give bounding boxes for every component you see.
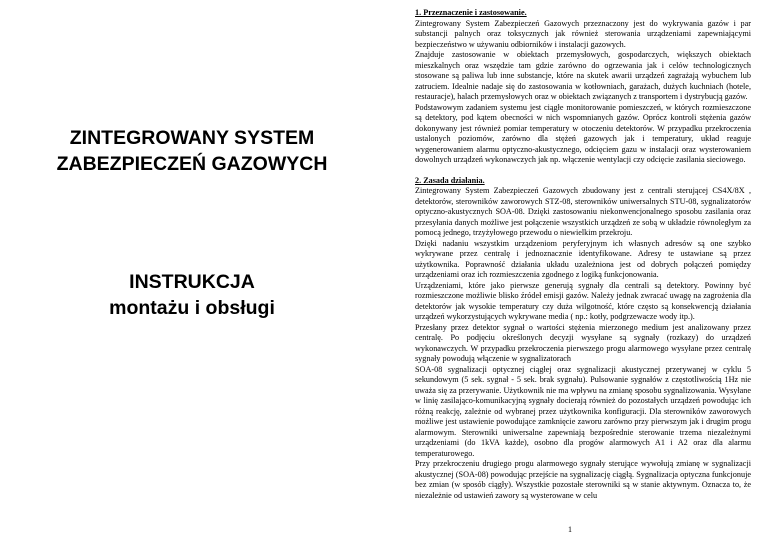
subtitle-line-2: montażu i obsługi xyxy=(109,297,275,319)
section-2-paragraph-4: Przesłany przez detektor sygnał o wartości stężenia mierzonego medium jest analizowany przez centralę. Po podjęciu określonych decyzji wysyłane są sygnały (rozkazy) do urządzeń wykonawczych. W przypadku przekroczenia pierwszego progu alarmowego wysyłane przez centralę sygnały powodują włączenie w sygnalizatorach xyxy=(415,322,751,363)
section-2-paragraph-5: SOA-08 sygnalizacji optycznej ciągłej oraz sygnalizacji akustycznej przerywanej w cyklu 5 sekundowym (5 sek. sygnał - 5 sek. brak sygnału). Pulsowanie sygnałów z częstotliwością 1Hz nie uważa się za przerywanie. Użytkownik nie ma wpływu na zmianę sposobu sygnalizowania. Wysyłane w linię zasilająco-komunikacyjną sygnały docierają również do pozostałych urządzeń powodując ich różną reakcję, zależnie od wybranej przez użytkownika konfiguracji. Dla sterowników zaworowych możliwe jest ustawienie powodujące zamknięcie zaworu zarówno przy pierwszym jak i drugim progu alarmowym. Sterowniki uniwersalne zapewniają bezpośrednie sterowanie trzema niezależnymi urządzeniami (do 1kVA każde), osobno dla progów alarmowych A1 i A2 oraz dla alarmu temperaturowego. xyxy=(415,364,751,458)
section-1-paragraph-3: Podstawowym zadaniem systemu jest ciągłe monitorowanie pomieszczeń, w których rozmieszczone są detektory, pod kątem obecności w nich wspomnianych gazów. Oprócz kontroli stężenia gazów dokonywany jest również pomiar temperatury w otoczeniu detektorów. W przypadku przekroczenia ustalonych poziomów, zarówno dla stężeń gazowych jak i temperatury, układ reaguje wygenerowaniem alarmu optyczno-akustycznego, odcięciem gazu w instalacji oraz wysterowaniem dowolnych urządzeń wykonawczych jak np. włączenie wentylacji czy odcięcie zasilania sieciowego. xyxy=(415,102,751,164)
section-1-paragraph-2: Znajduje zastosowanie w obiektach przemysłowych, gospodarczych, większych obiektach mieszkalnych oraz wszędzie tam gdzie zarówno do ogrzewania jak i celów technologicznych stosowane są paliwa lub inne substancje, które na skutek awarii urządzeń zagrażają wybuchem lub zatruciem. Idealnie nadaje się do zastosowania w kotłowniach, garażach, dużych kuchniach (hotele, restauracje), halach przemysłowych oraz w obiektach związanych z transportem i dystrybucją gazów. xyxy=(415,50,751,101)
section-2-paragraph-3: Urządzeniami, które jako pierwsze generują sygnały dla centrali są detektory. Powinny być rozmieszczone możliwie blisko źródeł emisji gazów. Należy jednak zwracać uwagę na zagrożenia dla detektorów jak wysokie temperatury czy duża wilgotność, które często są konsekwencją działania urządzeń wykorzystujących wykrywane media ( np.: kotły, podgrzewacze wody itp.). xyxy=(415,280,751,321)
section-2-heading: 2. Zasada działania. xyxy=(415,175,485,185)
section-2-paragraph-6: Przy przekroczeniu drugiego progu alarmowego sygnały sterujące wywołują zmianę w sygnalizacji akustycznej (SOA-08) powodując przejście na sygnalizację ciągłą. Sygnalizacja optyczna funkcjonuje bez zmian (w sposób ciągły). Wszystkie pozostałe sterowniki są w stanie aktywnym. Oznacza to, że niezależnie od ustawień zawory są wysterowane w celu xyxy=(415,459,751,500)
content-column xyxy=(415,8,751,501)
document-title xyxy=(0,125,384,177)
subtitle-line-1: INSTRUKCJA xyxy=(129,271,255,293)
section-1-heading: 1. Przeznaczenie i zastosowanie. xyxy=(415,8,527,17)
section-1 xyxy=(415,8,751,166)
title-line-2: ZABEZPIECZEŃ GAZOWYCH xyxy=(56,153,328,175)
section-2-paragraph-1: Zintegrowany System Zabezpieczeń Gazowych zbudowany jest z centrali sterującej CS4X/8X , detektorów, sterowników zaworowych STZ-08, sterowników uniwersalnych STU-08, sygnalizatorów optyczno-akustycznych SOA-08. Dzięki zastosowaniu niekonwencjonalnego sposobu zasilania oraz przesyłania danych możliwe jest połączenie wszystkich urządzeń ze sobą w układzie równoległym za pomocą jednego, trzyżyłowego przewodu o niewielkim przekroju. xyxy=(415,186,751,237)
section-1-paragraph-1: Zintegrowany System Zabezpieczeń Gazowych przeznaczony jest do wykrywania gazów i par substancji palnych oraz toksycznych jak również sterowania urządzeniami zapewniającymi bezpieczeństwo w używaniu odbiorników i instalacji gazowych. xyxy=(415,18,751,49)
section-2-paragraph-2: Dzięki nadaniu wszystkim urządzeniom peryferyjnym ich własnych adresów są one szybko wykrywane przez centralę i jednoznacznie identyfikowane. Adresy te ustawiane są przez użytkownika. Poprawność działania układu uzależniona jest od dobrych połączeń pomiędzy urządzeniami oraz ich rozmieszczenia zgodnego z logiką funkcjonowania. xyxy=(415,238,751,279)
title-line-1: ZINTEGROWANY SYSTEM xyxy=(69,127,315,149)
section-2 xyxy=(415,176,751,502)
page-number: 1 xyxy=(568,525,572,534)
document-subtitle xyxy=(0,269,384,321)
